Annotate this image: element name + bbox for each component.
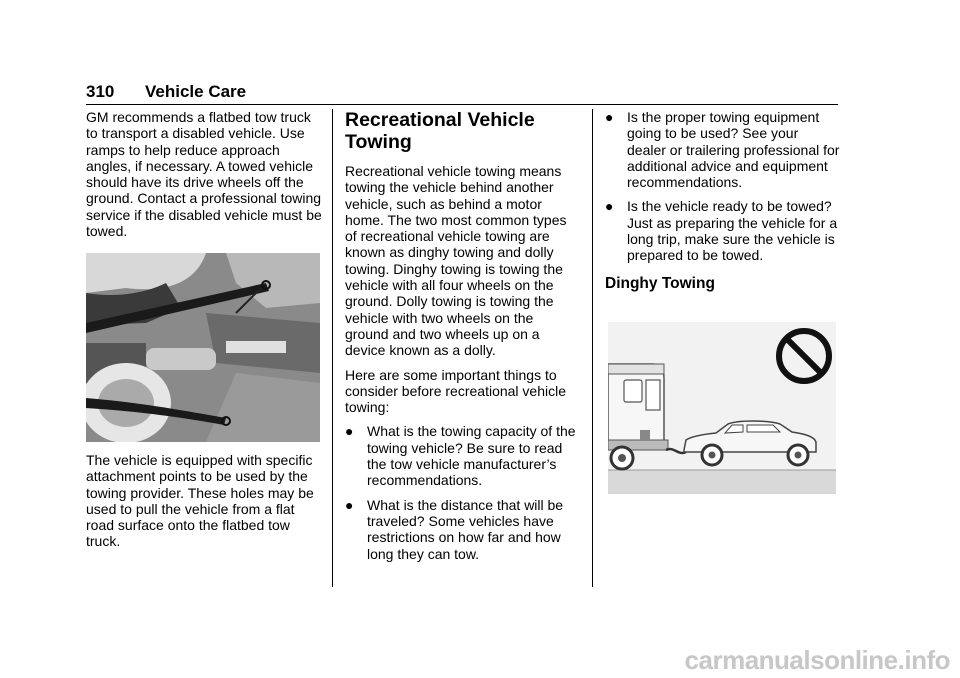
dinghy-towing-illustration [608, 322, 836, 494]
subsection-heading: Dinghy Towing [605, 274, 715, 292]
undercarriage-photo [86, 253, 320, 442]
page-number: 310 [86, 82, 115, 101]
list-item-text: Is the vehicle ready to be towed? Just as preparing the vehicle for a long trip, make sure the vehicle is prepared to be towed. [627, 198, 838, 264]
section-title: Vehicle Care [145, 82, 247, 101]
list-item-text: What is the towing capacity of the towing vehicle? Be sure to read the tow vehicle manufacturer’s recommendations. [367, 423, 576, 489]
column-1-lower [86, 452, 322, 558]
bullet-icon: ● [605, 198, 614, 215]
watermark: carmanualsonline.info [684, 645, 950, 675]
list-item-text: What is the distance that will be traveled? Some vehicles have restrictions on how far and how long they can tow. [367, 496, 564, 562]
column-divider [592, 109, 593, 587]
list-item [345, 423, 577, 488]
page-header [86, 80, 838, 105]
list-item [605, 109, 841, 190]
list-item [605, 198, 841, 263]
paragraph: Here are some important things to consider before recreational vehicle towing: [345, 366, 567, 416]
bullet-icon: ● [345, 496, 354, 513]
paragraph: GM recommends a flatbed tow truck to transport a disabled vehicle. Use ramps to help reduce approach angles, if necessary. A towed vehicle should have its drive wheels off the ground. Contact a professional towing service if the disabled vehicle must be towed. [86, 109, 322, 240]
list-item [345, 497, 577, 562]
column-1 [86, 109, 322, 247]
paragraph: Recreational vehicle towing means towing the vehicle behind another vehicle, such as behind a motor home. The two most common types of recreational vehicle towing are known as dinghy towing and dolly towing. Dinghy towing is towing the vehicle with all four wheels on the ground. Dolly towing is towing the vehicle with two wheels on the ground and two wheels up on a device known as a dolly. [345, 163, 567, 359]
column-3 [605, 109, 841, 292]
paragraph: The vehicle is equipped with specific attachment points to be used by the towing provider. These holes may be used to pull the vehicle from a flat road surface onto the flatbed tow truck. [86, 452, 314, 550]
bullet-icon: ● [605, 109, 614, 125]
section-heading: Recreational Vehicle Towing [345, 109, 535, 153]
list-item-text: Is the proper towing equipment going to be used? See your dealer or trailering professional for additional advice and equipment recommendations. [627, 109, 840, 191]
column-divider [332, 109, 333, 587]
column-2 [345, 109, 577, 570]
bullet-icon: ● [345, 423, 354, 440]
